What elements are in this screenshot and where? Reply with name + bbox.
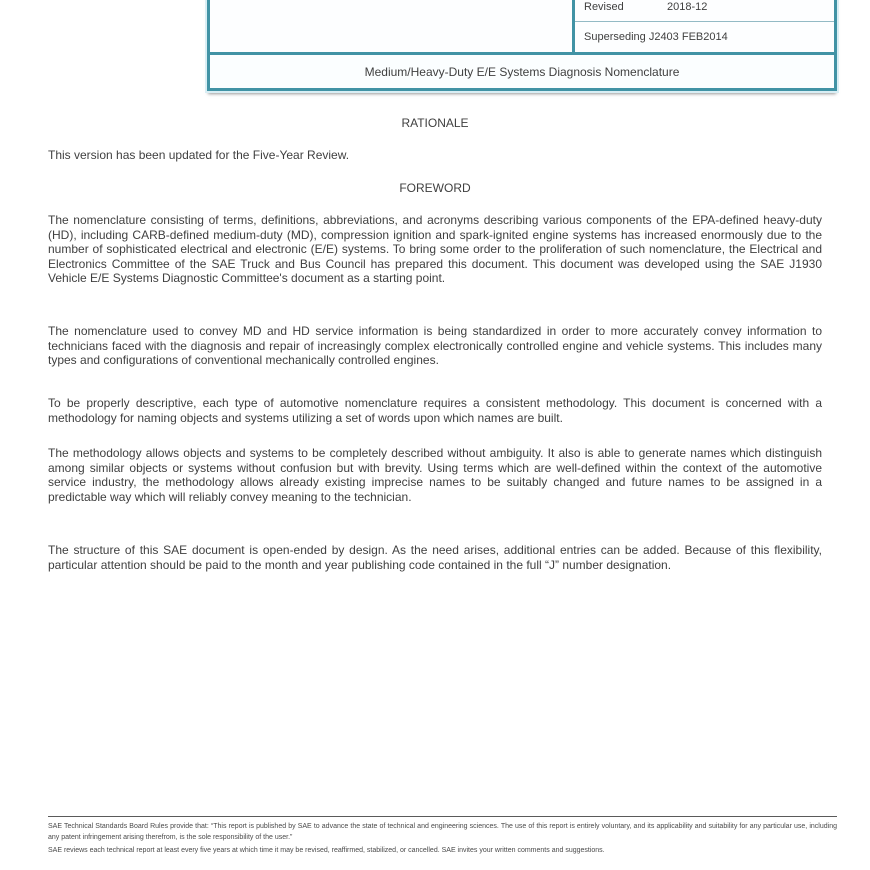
header-logo-cell [210,0,575,52]
footer-disclaimer-1: SAE Technical Standards Board Rules provide that: “This report is published by SAE to advance the state of technical and engineering sciences. The use of this report is entirely voluntary, and its applicability and suitability for any particular use, including any patent infringement arising therefrom, is the sole responsibility of the user.” [48,823,837,841]
rationale-text: This version has been updated for the Five-Year Review. [48,148,350,162]
footer-divider [48,816,837,817]
footer-disclaimer-2: SAE reviews each technical report at least every five years at which time it may be revised, reaffirmed, stabilized, or cancelled. SAE invites your written comments and suggestions. [48,847,605,854]
foreword-heading: FOREWORD [399,181,471,195]
rationale-heading: RATIONALE [401,116,469,130]
foreword-paragraph-3: To be properly descriptive, each type of automotive nomenclature requires a consistent methodology. This document is concerned with a methodology for naming objects and systems utilizing a set of words upon which names are built. [48,396,822,425]
revised-date: 2018-12 [667,1,708,13]
document-header-box [207,0,837,91]
revised-label: Revised [584,1,624,13]
header-top-row [210,0,834,55]
document-title: Medium/Heavy-Duty E/E Systems Diagnosis Nomenclature [364,64,680,79]
foreword-paragraph-2: The nomenclature used to convey MD and HD service information is being standardized in order to more accurately convey information to technicians faced with the diagnosis and repair of increasingly complex electronically controlled engine and vehicle systems. This includes many types and configurations of conventional mechanically controlled engines. [48,324,822,367]
superseding-text: Superseding J2403 FEB2014 [584,31,728,43]
revised-row [575,0,834,22]
foreword-paragraph-5: The structure of this SAE document is open-ended by design. As the need arises, additional entries can be added. Because of this flexibility, particular attention should be paid to the month and year publishing code contained in the full “J” number designation. [48,543,822,572]
foreword-paragraph-1: The nomenclature consisting of terms, definitions, abbreviations, and acronyms describing various components of the EPA-defined heavy-duty (HD), including CARB-defined medium-duty (MD), compression ignition and spark-ignited engine systems has increased enormously due to the number of sophisticated electrical and electronic (E/E) systems. To bring some order to the proliferation of such nomenclature, the Electrical and Electronics Committee of the SAE Truck and Bus Council has prepared this document. This document was developed using the SAE J1930 Vehicle E/E Systems Diagnostic Committee's document as a starting point. [48,213,822,285]
document-title-bar [210,55,834,88]
foreword-paragraph-4: The methodology allows objects and systems to be completely described without ambiguity. It also is able to generate names which distinguish among similar objects or systems without confusion but with brevity. Using terms which are well-defined within the context of the automotive service industry, the methodology allows already existing imprecise names to be suitably changed and future names to be assigned in a predictable way which will reliably convey meaning to the technician. [48,446,822,504]
header-revision-cell [575,0,834,52]
superseding-row [575,22,834,52]
